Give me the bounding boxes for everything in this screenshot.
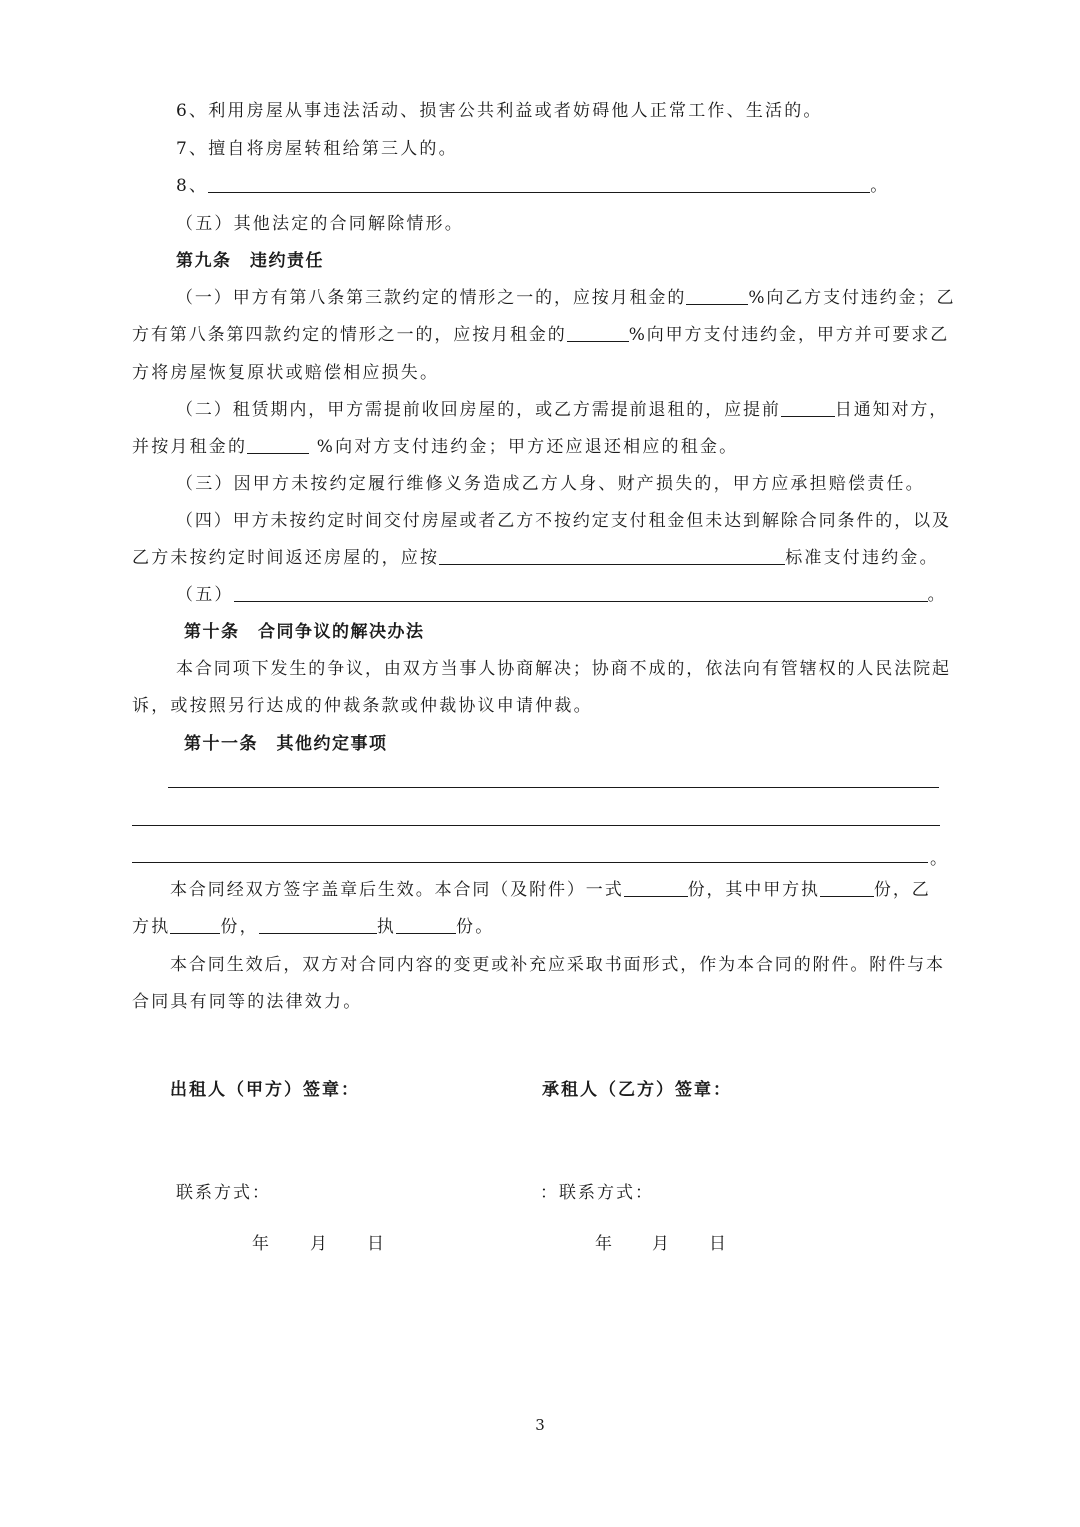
article-9-p4-line1: （四）甲方未按约定时间交付房屋或者乙方不按约定支付租金但未达到解除合同条件的，以及 xyxy=(176,511,951,531)
article-9-p2-line1: （二）租赁期内，甲方需提前收回房屋的，或乙方需提前退租的，应提前 日通知对方， xyxy=(176,400,949,420)
clause-item-7: 7、擅自将房屋转租给第三人的。 xyxy=(176,139,458,159)
article-9-p2-line2: 并按月租金的 %向对方支付违约金；甲方还应退还相应的租金。 xyxy=(132,437,739,457)
article-10-line1: 本合同项下发生的争议，由双方当事人协商解决；协商不成的，依法向有管辖权的人民法院起 xyxy=(176,659,951,679)
page-number: 3 xyxy=(535,1416,545,1434)
lessor-signature-label: 出租人（甲方）签章： xyxy=(170,1080,360,1100)
blank-penalty-pct-a[interactable] xyxy=(686,287,748,305)
other-terms-line-2[interactable] xyxy=(132,825,940,826)
article-9-p1-line1: （一）甲方有第八条第三款约定的情形之一的，应按月租金的 %向乙方支付违约金；乙 xyxy=(176,288,956,308)
article-10-title: 第十条 合同争议的解决办法 xyxy=(184,622,425,642)
blank-penalty-standard[interactable] xyxy=(439,547,785,565)
clause-item-5: （五）其他法定的合同解除情形。 xyxy=(176,214,464,234)
closing-p2-line2: 合同具有同等的法律效力。 xyxy=(132,992,363,1012)
article-9-title: 第九条 违约责任 xyxy=(176,251,324,271)
article-11-title: 第十一条 其他约定事项 xyxy=(184,734,388,754)
article-9-p3: （三）因甲方未按约定履行维修义务造成乙方人身、财产损失的，甲方应承担赔偿责任。 xyxy=(176,474,925,494)
lessor-date-month: 月 xyxy=(310,1234,329,1254)
blank-notice-days[interactable] xyxy=(781,399,835,417)
article-9-p5: （五） 。 xyxy=(176,585,947,605)
blank-other-copies[interactable] xyxy=(396,916,456,934)
clause-item-8: 8、 。 xyxy=(176,176,890,196)
other-terms-line-3[interactable] xyxy=(132,862,928,863)
blank-party-a-copies[interactable] xyxy=(820,879,874,897)
article-9-p4-line2: 乙方未按约定时间返还房屋的，应按 标准支付违约金。 xyxy=(132,548,939,568)
lessee-contact-label: ：联系方式： xyxy=(540,1183,654,1203)
article-9-p1-line3: 方将房屋恢复原状或赔偿相应损失。 xyxy=(132,363,440,383)
lessee-date-month: 月 xyxy=(652,1234,671,1254)
clause-item-6: 6、利用房屋从事违法活动、损害公共利益或者妨碍他人正常工作、生活的。 xyxy=(176,101,823,121)
other-terms-end-mark: 。 xyxy=(930,849,949,869)
closing-p1-line1: 本合同经双方签字盖章后生效。本合同（及附件）一式 份，其中甲方执 份，乙 xyxy=(170,880,931,900)
lessor-date-day: 日 xyxy=(367,1234,386,1254)
other-terms-line-1[interactable] xyxy=(168,787,939,788)
blank-penalty-pct-b[interactable] xyxy=(567,324,629,342)
blank-other-holder[interactable] xyxy=(259,916,377,934)
blank-total-copies[interactable] xyxy=(624,879,688,897)
article-10-line2: 诉，或按照另行达成的仲裁条款或仲裁协议申请仲裁。 xyxy=(132,696,593,716)
blank-party-b-copies[interactable] xyxy=(170,916,220,934)
blank-termination-pct[interactable] xyxy=(247,436,309,454)
closing-p2-line1: 本合同生效后，双方对合同内容的变更或补充应采取书面形式，作为本合同的附件。附件与本 xyxy=(170,955,945,975)
lessee-signature-label: 承租人（乙方）签章： xyxy=(542,1080,732,1100)
blank-article-9-other[interactable] xyxy=(234,584,928,602)
lessee-date-year: 年 xyxy=(595,1234,614,1254)
lessor-contact-label: 联系方式： xyxy=(176,1183,271,1203)
blank-item-8[interactable] xyxy=(208,175,870,193)
closing-p1-line2: 方执 份， 执 份。 xyxy=(132,917,495,937)
lessor-date-year: 年 xyxy=(252,1234,271,1254)
lessee-date-day: 日 xyxy=(709,1234,728,1254)
article-9-p1-line2: 方有第八条第四款约定的情形之一的，应按月租金的 %向甲方支付违约金，甲方并可要求乙 xyxy=(132,325,950,345)
